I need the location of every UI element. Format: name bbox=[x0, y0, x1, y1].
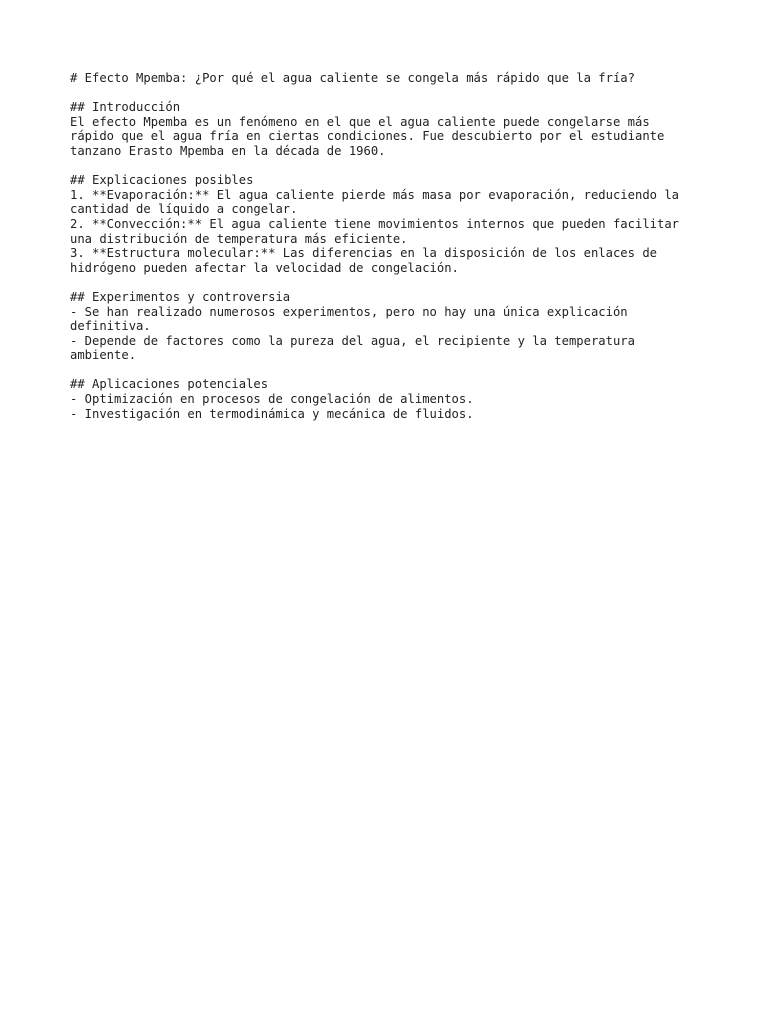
list-item-line: - Investigación en termodinámica y mecánica de fluidos. bbox=[70, 406, 474, 421]
list-item-line: una distribución de temperatura más eficiente. bbox=[70, 231, 408, 246]
paragraph-line: rápido que el agua fría en ciertas condiciones. Fue descubierto por el estudiante bbox=[70, 129, 665, 144]
spacer bbox=[70, 275, 730, 290]
section-explanations bbox=[70, 173, 730, 275]
list-item-line: hidrógeno pueden afectar la velocidad de congelación. bbox=[70, 260, 459, 275]
list-item-line: 2. **Convección:** El agua caliente tiene movimientos internos que pueden facilitar bbox=[70, 216, 680, 231]
list-item-line: cantidad de líquido a congelar. bbox=[70, 202, 298, 217]
list-item-line: definitiva. bbox=[70, 319, 151, 334]
spacer bbox=[70, 159, 730, 174]
list-item-line: - Depende de factores como la pureza del agua, el recipiente y la temperatura bbox=[70, 333, 635, 348]
spacer bbox=[70, 363, 730, 378]
section-applications bbox=[70, 377, 730, 421]
section-experiments bbox=[70, 290, 730, 363]
paragraph-line: tanzano Erasto Mpemba en la década de 1960. bbox=[70, 143, 386, 158]
list-item-line: ambiente. bbox=[70, 348, 137, 363]
section-heading: ## Introducción bbox=[70, 100, 181, 115]
document-body bbox=[70, 71, 730, 421]
section-heading: ## Explicaciones posibles bbox=[70, 173, 254, 188]
section-heading: ## Experimentos y controversia bbox=[70, 289, 291, 304]
section-heading: ## Aplicaciones potenciales bbox=[70, 377, 269, 392]
document-title: # Efecto Mpemba: ¿Por qué el agua caliente se congela más rápido que la fría? bbox=[70, 71, 635, 85]
list-item-line: - Se han realizado numerosos experimentos, pero no hay una única explicación bbox=[70, 304, 628, 319]
list-item-line: 3. **Estructura molecular:** Las diferencias en la disposición de los enlaces de bbox=[70, 246, 657, 261]
paragraph-line: El efecto Mpemba es un fenómeno en el que el agua caliente puede congelarse más bbox=[70, 114, 650, 129]
list-item-line: 1. **Evaporación:** El agua caliente pierde más masa por evaporación, reduciendo la bbox=[70, 187, 680, 202]
spacer bbox=[70, 86, 730, 101]
list-item-line: - Optimización en procesos de congelación de alimentos. bbox=[70, 392, 474, 407]
section-introduction bbox=[70, 100, 730, 158]
